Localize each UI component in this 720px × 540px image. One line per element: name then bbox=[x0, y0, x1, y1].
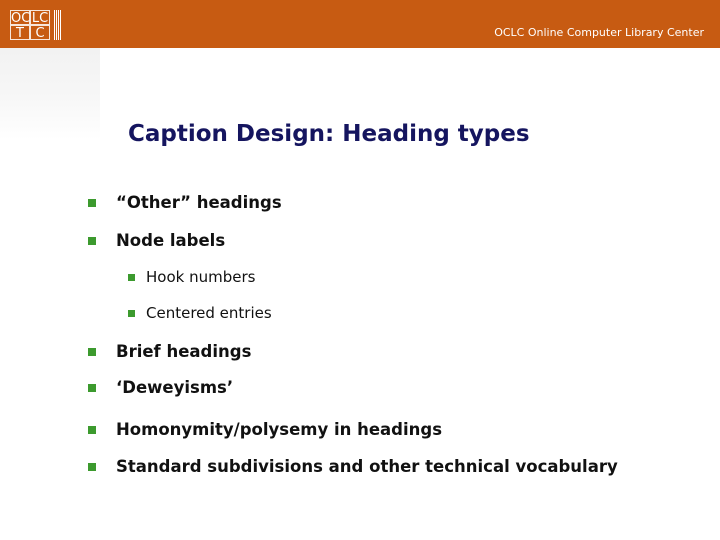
bullet-square-icon bbox=[88, 237, 96, 245]
logo-letter-grid bbox=[10, 10, 50, 40]
bullet-square-icon bbox=[88, 199, 96, 207]
bullet-item bbox=[88, 230, 225, 252]
bullet-item bbox=[88, 419, 442, 441]
bullet-square-icon bbox=[88, 348, 96, 356]
bullet-square-icon bbox=[128, 310, 135, 317]
bullet-text: Node labels bbox=[116, 231, 226, 250]
bullet-square-icon bbox=[88, 426, 96, 434]
sub-bullet-item bbox=[128, 303, 272, 323]
sub-bullet-text: Hook numbers bbox=[146, 268, 256, 286]
logo-bar bbox=[58, 10, 59, 40]
logo-barcode-icon bbox=[54, 10, 66, 40]
bullet-square-icon bbox=[88, 463, 96, 471]
logo-cell: C bbox=[30, 25, 50, 40]
slide-title: Caption Design: Heading types bbox=[128, 121, 530, 147]
logo-cell: T bbox=[10, 25, 30, 40]
oclc-logo bbox=[10, 10, 66, 40]
logo-bar bbox=[54, 10, 55, 40]
bullet-text: Standard subdivisions and other technical vocabulary bbox=[116, 457, 618, 476]
logo-bar bbox=[56, 10, 57, 40]
bullet-text: ‘Deweyisms’ bbox=[116, 378, 234, 397]
bullet-item bbox=[88, 377, 233, 399]
logo-cell: LC bbox=[31, 11, 49, 26]
bullet-text: Brief headings bbox=[116, 342, 252, 361]
bullet-square-icon bbox=[88, 384, 96, 392]
sub-bullet-text: Centered entries bbox=[146, 304, 272, 322]
logo-cell: OC bbox=[11, 11, 31, 26]
header-bar bbox=[0, 0, 720, 48]
bullet-item bbox=[88, 192, 282, 214]
bullet-text: “Other” headings bbox=[116, 193, 282, 212]
bullet-square-icon bbox=[128, 274, 135, 281]
bullet-item bbox=[88, 456, 618, 478]
bullet-item bbox=[88, 341, 251, 363]
organization-name: OCLC Online Computer Library Center bbox=[494, 26, 704, 39]
side-shade-decoration bbox=[0, 48, 100, 140]
sub-bullet-item bbox=[128, 267, 255, 287]
logo-bar bbox=[60, 10, 61, 40]
bullet-text: Homonymity/polysemy in headings bbox=[116, 420, 443, 439]
